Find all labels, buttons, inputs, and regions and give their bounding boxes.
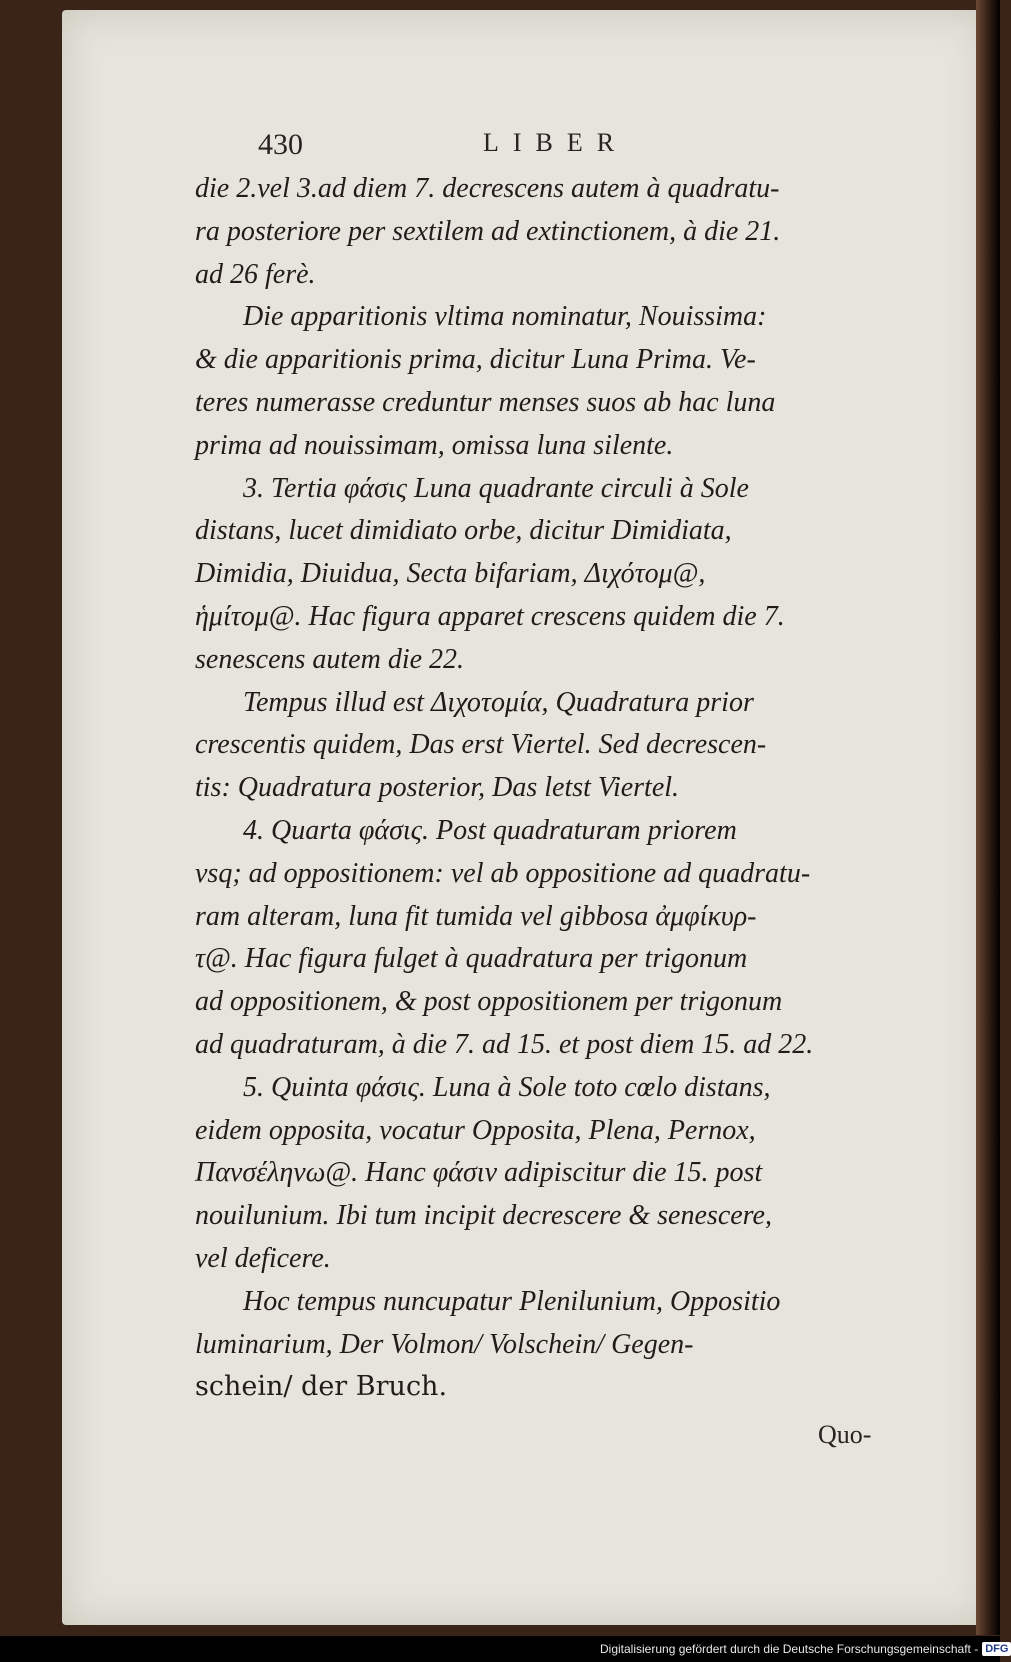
body-text [195,168,940,1409]
text-line: crescentis quidem, Das erst Viertel. Sed decrescen- [195,729,767,761]
text-line: eidem opposita, vocatur Opposita, Plena, Pernox, [195,1114,756,1146]
text-line: senescens autem die 22. [195,643,465,675]
text-line: Die apparitionis vltima nominatur, Nouissima: [243,301,767,333]
text-line: ad quadraturam, à die 7. ad 15. et post diem 15. ad 22. [195,1028,814,1060]
text-line: ad 26 ferè. [195,258,316,290]
text-line: distans, lucet dimidiato orbe, dicitur Dimidiata, [195,515,732,547]
text-line: 4. Quarta φάσις. Post quadraturam priorem [243,814,737,846]
text-line: Tempus illud est Διχοτομία, Quadratura prior [243,686,754,718]
text-line: τ@. Hac figura fulget à quadratura per trigonum [195,943,748,975]
text-line: tis: Quadratura posterior, Das letst Viertel. [195,772,680,804]
book-edge [976,0,1000,1635]
text-line: & die apparitionis prima, dicitur Luna Prima. Ve- [195,344,756,376]
text-line: luminarium, Der Volmon/ Volschein/ Gegen- [195,1328,694,1360]
page-number: 430 [258,128,303,161]
text-line: teres numerasse creduntur menses suos ab hac luna [195,386,776,418]
text-line: 3. Tertia φάσις Luna quadrante circuli à Sole [243,472,749,504]
text-line: Hoc tempus nuncupatur Plenilunium, Oppositio [243,1285,781,1317]
dfg-logo: DFG [982,1642,1011,1656]
digitization-credit [600,1640,1011,1658]
text-line: Πανσέληνω@. Hanc φάσιν adipiscitur die 15. post [195,1157,763,1189]
text-line: Dimidia, Diuidua, Secta bifariam, Διχότομ@, [195,558,706,590]
catchword: Quo- [818,1420,872,1449]
credit-text: Digitalisierung gefördert durch die Deutsche Forschungsgemeinschaft - [600,1642,979,1656]
text-line: schein/ der Bruch. [195,1371,448,1403]
running-title: LIBER [483,128,629,157]
text-line: ad oppositionem, & post oppositionem per trigonum [195,986,783,1018]
text-line: 5. Quinta φάσις. Luna à Sole toto cœlo distans, [243,1071,771,1103]
text-line: ram alteram, luna fit tumida vel gibbosa ἀμφίκυρ- [195,900,757,932]
text-line: vsq; ad oppositionem: vel ab oppositione ad quadratu- [195,857,811,889]
text-line: die 2.vel 3.ad diem 7. decrescens autem à quadratu- [195,173,780,204]
text-line: nouilunium. Ibi tum incipit decrescere & senescere, [195,1200,772,1232]
text-line: vel deficere. [195,1242,331,1274]
running-head [258,128,998,168]
text-line: ἡμίτομ@. Hac figura apparet crescens quidem die 7. [195,600,785,632]
text-line: ra posteriore per sextilem ad extinctionem, à die 21. [195,215,781,247]
text-line: prima ad nouissimam, omissa luna silente. [195,429,674,461]
